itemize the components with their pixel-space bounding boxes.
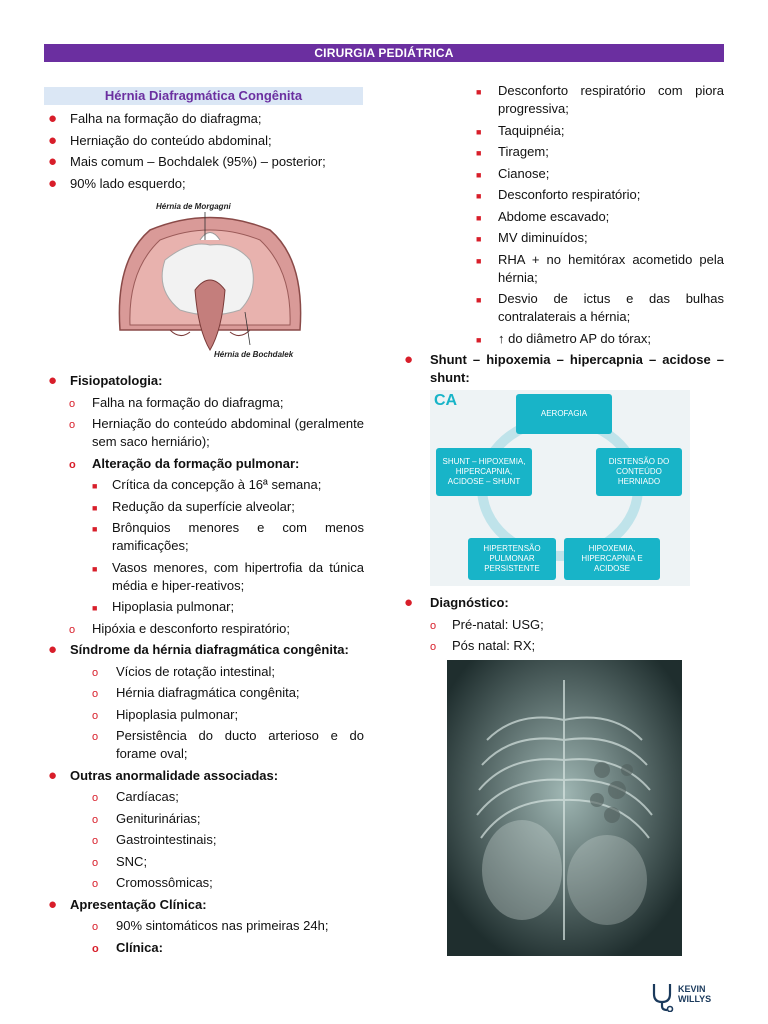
clinica-list <box>400 82 724 387</box>
shunt-cycle-diagram <box>430 390 690 586</box>
square-bullet-icon: ■ <box>92 563 98 574</box>
list-item: ● Falha na formação do diafragma; <box>48 110 262 127</box>
square-bullet-icon: ■ <box>476 87 482 97</box>
circle-bullet-icon: o <box>69 458 76 471</box>
list-item: o Alteração da formação pulmonar: <box>44 455 364 473</box>
bullet-icon: ● <box>48 131 58 149</box>
circle-bullet-icon: o <box>92 942 99 955</box>
bullet-icon: ● <box>48 641 58 658</box>
circle-bullet-icon: o <box>92 666 99 679</box>
cycle-node-aerofagia: AEROFAGIA <box>516 394 612 434</box>
list-item: ■ Tiragem; <box>400 143 724 161</box>
list-item: o Clínica: <box>44 939 364 957</box>
list-item: ■ RHA + no hemitórax acometido pela hérnia; <box>476 251 724 285</box>
circle-bullet-icon: o <box>92 835 99 847</box>
list-item: o Geniturinárias; <box>44 810 364 828</box>
list-item: o Persistência do ducto arterioso e do forame oval; <box>92 728 364 761</box>
square-bullet-icon: ■ <box>92 603 98 613</box>
list-item: ● Síndrome da hérnia diafragmática congênita: <box>48 641 349 658</box>
circle-bullet-icon: o <box>69 419 76 431</box>
circle-bullet-icon: o <box>92 688 99 700</box>
circle-bullet-icon: o <box>92 792 99 804</box>
list-item: ■ Hipoplasia pulmonar; <box>44 598 364 616</box>
circle-bullet-icon: o <box>92 731 99 743</box>
square-bullet-icon: ■ <box>476 126 482 137</box>
list-item: ■ Cianose; <box>400 165 724 183</box>
diagnostico-section <box>400 594 724 659</box>
list-item: ■ Taquipnéia; <box>400 122 724 140</box>
list-item: ● Herniação do conteúdo abdominal; <box>48 131 272 149</box>
logo-text: KEVIN WILLYS <box>678 984 712 1004</box>
cycle-node-hipoxemia: HIPOXEMIA, HIPERCAPNIA E ACIDOSE <box>564 538 660 580</box>
list-item: ■ Crítica da concepção à 16ª semana; <box>44 476 364 494</box>
square-bullet-icon: ■ <box>476 212 482 223</box>
xray-image <box>447 660 682 956</box>
list-item: ● 90% lado esquerdo; <box>48 174 186 192</box>
bullet-icon: ● <box>404 351 414 368</box>
list-item: ■ MV diminuídos; <box>400 229 724 247</box>
list-item: o Falha na formação do diafragma; <box>44 394 364 412</box>
figure-label-top: Hérnia de Morgagni <box>156 202 231 211</box>
square-bullet-icon: ■ <box>476 295 482 305</box>
circle-bullet-icon: o <box>69 623 76 636</box>
circle-bullet-icon: o <box>430 641 437 653</box>
cycle-node-hipertensao: HIPERTENSÃO PULMONAR PERSISTENTE <box>468 538 556 580</box>
cycle-corner-text: CA <box>434 392 458 409</box>
list-item: o Hérnia diafragmática congênita; <box>44 684 364 702</box>
circle-bullet-icon: o <box>92 709 99 722</box>
figure-label-bottom: Hérnia de Bochdalek <box>214 350 294 359</box>
list-item: ■ Abdome escavado; <box>400 208 724 226</box>
bullet-icon: ● <box>404 594 414 611</box>
list-item: ● Diagnóstico: <box>404 594 509 611</box>
list-item: ● Mais comum – Bochdalek (95%) – posterior; <box>48 153 326 170</box>
list-item: ■ Desvio de ictus e das bulhas contralaterais a hérnia; <box>476 291 724 324</box>
cycle-node-shunt: SHUNT – HIPOXEMIA, HIPERCAPNIA, ACIDOSE – SHUNT <box>436 448 532 496</box>
stethoscope-icon <box>648 980 678 1012</box>
section-title: Hérnia Diafragmática Congênita <box>44 87 363 105</box>
bullet-icon: ● <box>48 372 58 389</box>
list-item: o Hipoplasia pulmonar; <box>44 706 364 724</box>
bullet-icon: ● <box>48 766 58 784</box>
xray-drawing <box>447 660 682 956</box>
fisiopatologia-list <box>44 372 364 957</box>
list-item: ■ Brônquios menores e com menos ramificações; <box>92 520 364 553</box>
square-bullet-icon: ■ <box>92 502 98 513</box>
bullet-icon: ● <box>48 174 58 192</box>
list-item: o Cromossômicas; <box>44 874 364 892</box>
list-item: o Herniação do conteúdo abdominal (geralmente sem saco herniário); <box>69 416 364 449</box>
list-item: ● Fisiopatologia: <box>48 372 163 389</box>
bullet-icon: ● <box>48 153 58 170</box>
list-item: ● Shunt – hipoxemia – hipercapnia – acidose – shunt: <box>404 351 724 385</box>
square-bullet-icon: ■ <box>476 255 482 266</box>
diaphragm-drawing <box>110 200 310 362</box>
square-bullet-icon: ■ <box>476 234 482 244</box>
list-item: ■ Desconforto respiratório; <box>400 186 724 204</box>
list-item: o Hipóxia e desconforto respiratório; <box>44 620 364 638</box>
list-item: o SNC; <box>44 853 364 871</box>
square-bullet-icon: ■ <box>476 334 482 345</box>
bullet-icon: ● <box>48 895 58 913</box>
circle-bullet-icon: o <box>69 397 76 410</box>
cycle-node-distensao: DISTENSÃO DO CONTEÚDO HERNIADO <box>596 448 682 496</box>
list-item: ■ Redução da superfície alveolar; <box>44 498 364 516</box>
intro-list <box>44 110 364 193</box>
square-bullet-icon: ■ <box>476 148 482 158</box>
right-column <box>400 82 724 391</box>
list-item: o Gastrointestinais; <box>44 831 364 849</box>
list-item: ■ ↑ do diâmetro AP do tórax; <box>400 330 724 348</box>
list-item: o Pós natal: RX; <box>400 637 724 655</box>
diaphragm-illustration <box>110 200 310 362</box>
square-bullet-icon: ■ <box>476 191 482 201</box>
list-item: ● Apresentação Clínica: <box>48 895 207 913</box>
list-item: ■ Desconforto respiratório com piora progressiva; <box>476 83 724 116</box>
list-item: o 90% sintomáticos nas primeiras 24h; <box>44 917 364 935</box>
circle-bullet-icon: o <box>92 813 99 826</box>
list-item: o Pré-natal: USG; <box>400 616 724 634</box>
logo <box>648 980 728 1012</box>
list-item: o Vícios de rotação intestinal; <box>44 663 364 681</box>
circle-bullet-icon: o <box>92 856 99 869</box>
circle-bullet-icon: o <box>92 921 99 933</box>
circle-bullet-icon: o <box>92 878 99 890</box>
header-bar: CIRURGIA PEDIÁTRICA <box>44 44 724 62</box>
square-bullet-icon: ■ <box>92 481 98 491</box>
list-item: o Cardíacas; <box>44 788 364 806</box>
list-item: ● Outras anormalidade associadas: <box>48 766 279 784</box>
circle-bullet-icon: o <box>430 619 437 632</box>
diagnostico-list <box>400 594 724 655</box>
square-bullet-icon: ■ <box>92 524 98 534</box>
bullet-icon: ● <box>48 110 58 127</box>
square-bullet-icon: ■ <box>476 169 482 180</box>
list-item: ■ Vasos menores, com hipertrofia da túnica média e hiper-reativos; <box>92 559 364 593</box>
